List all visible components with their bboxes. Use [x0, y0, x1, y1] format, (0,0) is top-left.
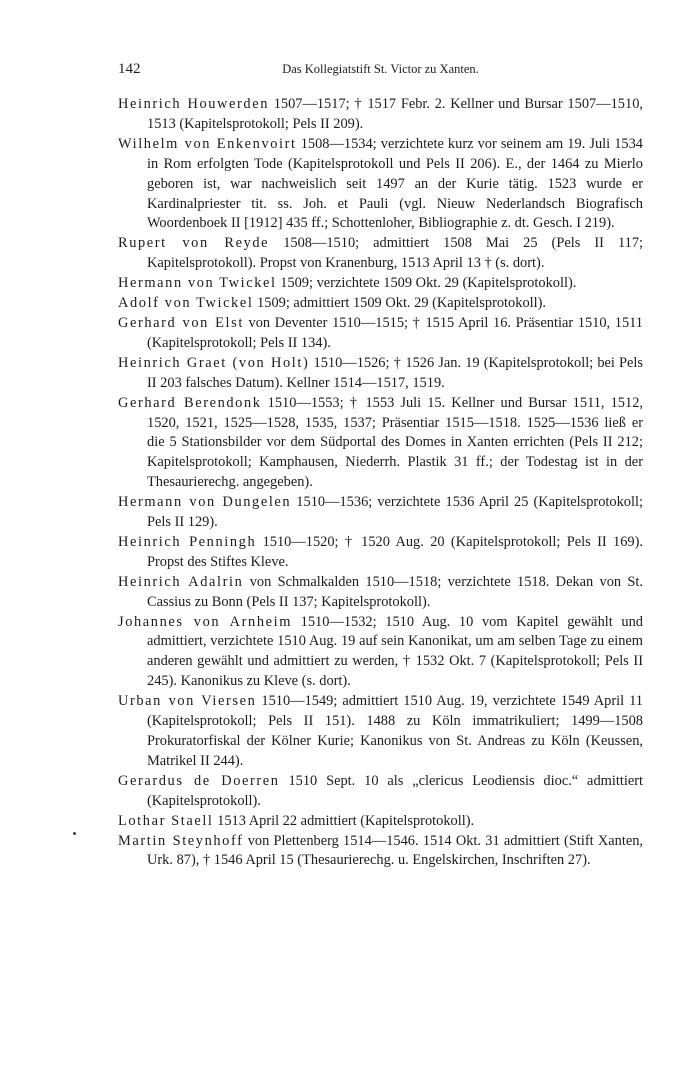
canon-name: Wilhelm von Enkenvoirt	[118, 135, 297, 152]
entry-text: 1510—1520; † 1520 Aug. 20 (Kapitelsprotokoll; Pels II 169). Propst des Stiftes Kleve.	[147, 533, 643, 570]
canon-name: Martin Steynhoff	[118, 832, 244, 849]
canon-name: Gerhard von Elst	[118, 314, 244, 331]
list-item	[118, 95, 643, 135]
canon-name: Lothar Staell	[118, 812, 214, 829]
entry-text: 1510—1526; † 1526 Jan. 19 (Kapitelsprotokoll; bei Pels II 203 falsches Datum). Kellner 1514—1517, 1519.	[147, 354, 643, 391]
list-item	[118, 274, 643, 294]
list-item	[118, 314, 643, 354]
entry-text: von Schmalkalden 1510—1518; verzichtete 1518. Dekan von St. Cassius zu Bonn (Pels II 137; Kapitelsprotokoll).	[147, 573, 643, 610]
canon-name: Heinrich Penningh	[118, 533, 257, 550]
entry-text: 1510—1536; verzichtete 1536 April 25 (Kapitelsprotokoll; Pels II 129).	[147, 494, 643, 531]
list-item	[118, 394, 643, 494]
list-item	[118, 294, 643, 314]
list-item	[118, 533, 643, 573]
page-header	[118, 58, 643, 82]
canon-name: Heinrich Graet (von Holt)	[118, 354, 310, 371]
canon-name: Heinrich Adalrin	[118, 573, 244, 590]
list-item	[118, 354, 643, 394]
list-item	[118, 832, 643, 872]
print-speck	[73, 832, 76, 835]
list-item	[118, 135, 643, 235]
list-item	[118, 812, 643, 832]
list-item	[118, 692, 643, 772]
entry-text: von Deventer 1510—1515; † 1515 April 16. Präsentiar 1510, 1511 (Kapitelsprotokoll; Pels II 134).	[147, 314, 643, 351]
list-item	[118, 493, 643, 533]
canon-name: Gerardus de Doerren	[118, 772, 280, 789]
entry-text: 1510 Sept. 10 als „clericus Leodiensis dioc.“ admittiert (Kapitelsprotokoll).	[147, 772, 644, 809]
page-number: 142	[118, 61, 141, 77]
canon-name: Johannes von Arnheim	[118, 613, 293, 630]
list-item	[118, 573, 643, 613]
entry-text: 1509; admittiert 1509 Okt. 29 (Kapitelsprotokoll).	[253, 295, 547, 312]
running-title: Das Kollegiatstift St. Victor zu Xanten.	[282, 62, 479, 76]
canon-name: Rupert von Reyde	[118, 235, 270, 252]
entry-text: von Plettenberg 1514—1546. 1514 Okt. 31 admittiert (Stift Xanten, Urk. 87), † 1546 April 15 (Thesaurierechg. u. Engelskirchen, Inschriften 27).	[147, 832, 643, 869]
canon-name: Heinrich Houwerden	[118, 96, 269, 112]
list-item	[118, 234, 643, 274]
entry-text: 1509; verzichtete 1509 Okt. 29 (Kapitelsprotokoll).	[276, 275, 577, 292]
canon-name: Hermann von Twickel	[118, 275, 277, 292]
list-item	[118, 613, 643, 693]
entry-text: 1510—1549; admittiert 1510 Aug. 19, verzichtete 1549 April 11 (Kapitelsprotokoll; Pels II 151). 1488 zu Köln immatrikuliert; 1499—1508 Prokuratorfiskal der Kölner Kurie; Kanonikus von St. Andreas zu Köln (Keussen, Matrikel II 244).	[147, 693, 643, 769]
entry-text: 1507—1517; † 1517 Febr. 2. Kellner und Bursar 1507—1510, 1513 (Kapitelsprotokoll; Pels II 209).	[147, 96, 643, 132]
entry-text: 1510—1553; † 1553 Juli 15. Kellner und Bursar 1511, 1512, 1520, 1521, 1525—1528, 1535, 1537; Präsentiar 1515—1518. 1525—1536 ließ er die 5 Stationsbilder vor dem Südportal des Domes in Xanten errichten (Pels II 212; Kapitelsprotokoll; Kamphausen, Niederrh. Plastik 31 ff.; der Todestag ist in der Thesaurierechg. angegeben).	[147, 394, 643, 491]
list-item	[118, 772, 643, 812]
entry-text: 1513 April 22 admittiert (Kapitelsprotokoll).	[213, 812, 475, 829]
entry-text: 1508—1534; verzichtete kurz vor seinem am 19. Juli 1534 in Rom erfolgten Tode (Kapitelsprotokoll und Pels II 206). E., der 1464 zu Mierlo geboren ist, war nachweislich seit 1497 an der Kurie tätig. 1523 wurde er Kardinalpriester tit. ss. Joh. et Pauli (vgl. Nieuw Nederlandsch Biografisch Woordenboek II [1912] 435 ff.; Schottenloher, Bibliographie z. dt. Gesch. I 219).	[147, 135, 644, 232]
entry-text: 1508—1510; admittiert 1508 Mai 25 (Pels II 117; Kapitelsprotokoll). Propst von Kranenburg, 1513 April 13 † (s. dort).	[147, 235, 644, 272]
canon-name: Adolf von Twickel	[118, 295, 254, 312]
canon-list	[118, 95, 643, 871]
canon-name: Hermann von Dungelen	[118, 494, 292, 511]
canon-name: Urban von Viersen	[118, 693, 257, 710]
entry-text: 1510—1532; 1510 Aug. 10 vom Kapitel gewählt und admittiert, verzichtete 1510 Aug. 19 auf sein Kanonikat, um am selben Tage zu einem anderen gewählt und admittiert zu werden, † 1532 Okt. 7 (Kapitelsprotokoll; Pels II 245). Kanonikus zu Kleve (s. dort).	[147, 613, 643, 690]
canon-name: Gerhard Berendonk	[118, 394, 262, 411]
